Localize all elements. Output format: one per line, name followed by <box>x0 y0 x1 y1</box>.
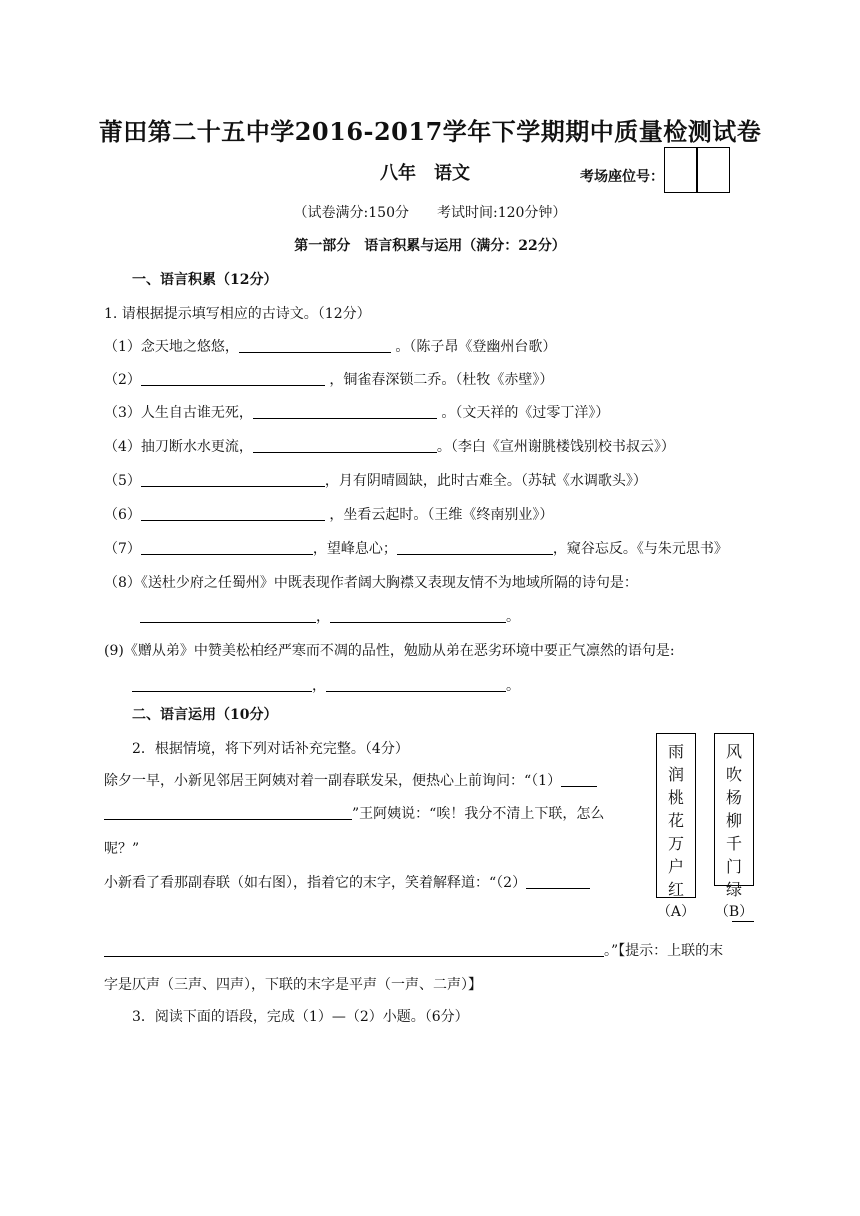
item-4: （4）抽刀断水水更流， 。（李白《宣州谢朓楼饯别校书叔云》） <box>104 439 675 455</box>
answer-blank[interactable] <box>326 677 506 692</box>
q2-line-2: ”王阿姨说：“唉！我分不清上下联，怎么 <box>104 803 604 823</box>
item-6: （6） ，坐看云起时。（王维《终南别业》） <box>104 507 554 523</box>
answer-blank[interactable] <box>140 608 316 623</box>
couplet-b: 风 吹 杨 柳 千 门 绿 （B） <box>714 733 754 886</box>
answer-blank[interactable] <box>526 874 590 889</box>
item-9-answer: ， 。 <box>132 675 520 695</box>
question-2: 2．根据情境，将下列对话补充完整。（4分） <box>132 741 409 757</box>
answer-blank[interactable] <box>141 371 325 386</box>
couplet-a: 雨 润 桃 花 万 户 红 （A） <box>656 733 696 898</box>
section1-title: 一、语言积累（12分） <box>132 272 278 288</box>
item-2: （2） ，铜雀春深锁二乔。（杜牧《赤壁》） <box>104 372 554 388</box>
section2-title: 二、语言运用（10分） <box>132 707 278 723</box>
item-8-answer: ， 。 <box>140 606 520 626</box>
exam-title: 莆田第二十五中学2016-2017学年下学期期中质量检测试卷 <box>98 117 762 146</box>
q2-line-3: 呢？” <box>104 841 140 857</box>
q2-line-1: 除夕一早，小新见邻居王阿姨对着一副春联发呆，便热心上前询问：“（1） <box>104 770 597 790</box>
answer-blank[interactable] <box>330 608 506 623</box>
item-5: （5） ，月有阴晴圆缺，此时古难全。（苏轼《水调歌头》） <box>104 473 647 489</box>
q2-line-6: 字是仄声（三声、四声），下联的末字是平声（一声、二声）】 <box>104 977 482 993</box>
item-7: （7） ，望峰息心； ，窥谷忘反。《与朱元思书》 <box>104 541 728 557</box>
answer-blank[interactable] <box>104 942 604 957</box>
answer-blank[interactable] <box>141 540 313 555</box>
item-1: （1）念天地之悠悠， 。（陈子昂《登幽州台歌） <box>104 339 557 355</box>
answer-blank[interactable] <box>104 805 352 820</box>
answer-blank[interactable] <box>397 540 553 555</box>
question-3: 3．阅读下面的语段，完成（1）—（2）小题。（6分） <box>132 1009 469 1025</box>
seat-label: 考场座位号： <box>580 169 664 185</box>
answer-blank[interactable] <box>141 506 325 521</box>
question-1: 1. 请根据提示填写相应的古诗文。（12分） <box>104 306 371 322</box>
q2-line-5: 。”【提示：上联的末 <box>104 940 723 960</box>
answer-blank[interactable] <box>141 472 325 487</box>
answer-blank[interactable] <box>132 677 312 692</box>
item-3: （3）人生自古谁无死， 。（文天祥的《过零丁洋》） <box>104 405 610 421</box>
item-9: (9)《赠从弟》中赞美松柏经严寒而不凋的品性，勉励从弟在恶劣环境中要正气凛然的语句是: <box>104 643 675 659</box>
item-8: （8）《送杜少府之任蜀州》中既表现作者阔大胸襟又表现友情不为地域所隔的诗句是： <box>104 575 638 591</box>
seat-box-2[interactable] <box>696 147 730 193</box>
answer-blank[interactable] <box>253 404 437 419</box>
answer-blank[interactable] <box>239 338 391 353</box>
seat-box-1[interactable] <box>664 147 698 193</box>
part1-title: 第一部分 语言积累与运用（满分：22分） <box>294 238 566 254</box>
answer-blank[interactable] <box>253 438 437 453</box>
q2-line-4: 小新看了看那副春联（如右图），指着它的末字，笑着解释道：“（2） <box>104 872 590 892</box>
exam-info: （试卷满分:150分 考试时间:120分钟） <box>293 205 567 221</box>
answer-blank[interactable] <box>561 772 597 787</box>
exam-subtitle: 八年 语文 <box>380 163 470 184</box>
